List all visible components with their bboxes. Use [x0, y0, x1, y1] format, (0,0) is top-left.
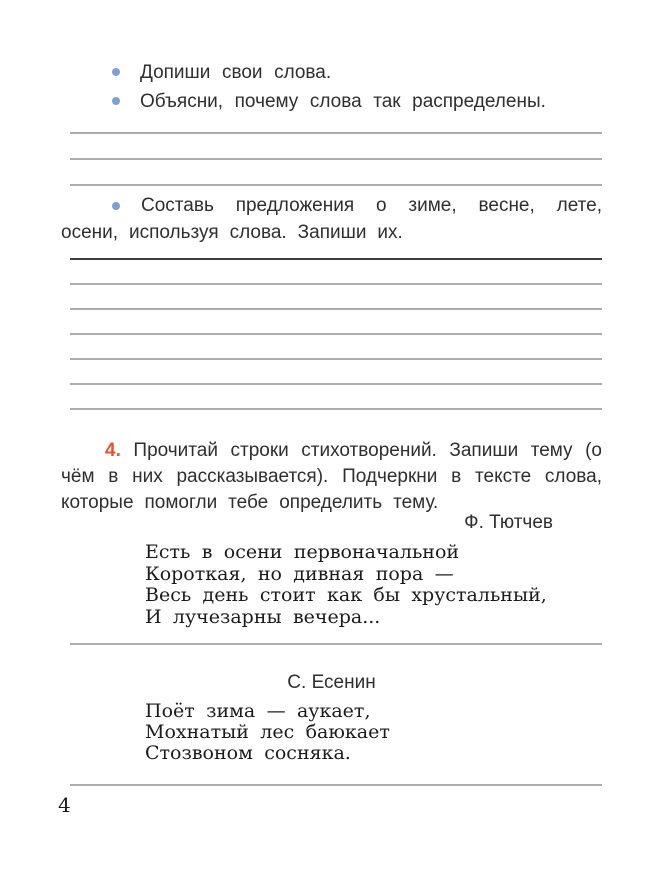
poem-line: Короткая, но дивная пора — — [145, 562, 454, 585]
poem-tyutchev — [145, 542, 547, 628]
writing-line — [70, 335, 602, 360]
poem-line: Весь день стоит как бы хрустальный, — [145, 584, 547, 606]
exercise-text: Прочитай строки стихотворений. Запиши тему (о чём в них рассказывается). Подчеркни в тексте слова, которые помогли тебе определить тему. — [61, 440, 602, 513]
task-text: Составь предложения о зиме, весне, лете, осени, используя слова. Запиши их. — [61, 195, 602, 243]
separator-line — [70, 643, 602, 645]
writing-line — [70, 108, 602, 134]
poem-author-esenin: С. Есенин — [287, 672, 376, 693]
writing-line — [70, 160, 602, 186]
separator-line — [70, 784, 602, 786]
poem-line: Есть в осени первоначальной — [145, 541, 460, 563]
writing-line — [70, 234, 602, 260]
writing-line — [70, 360, 602, 385]
bullet-icon — [112, 68, 120, 76]
writing-line — [70, 310, 602, 335]
writing-lines-area-2 — [70, 234, 602, 410]
poem-line: Мохнатый лес баюкает — [145, 721, 390, 743]
writing-line — [70, 260, 602, 285]
task-item-add-words — [61, 58, 602, 87]
task-text: Объясни, почему слова так распределены. — [140, 91, 546, 112]
writing-line — [70, 134, 602, 160]
poem-esenin — [145, 701, 390, 764]
task-text: Допиши свои слова. — [140, 62, 332, 83]
poem-line: Стозвоном сосняка. — [145, 742, 351, 764]
bullet-icon — [112, 202, 120, 210]
poem-author-tyutchev: Ф. Тютчев — [464, 512, 553, 533]
poem-line: И лучезарны вечера... — [145, 605, 381, 628]
bullet-icon — [112, 97, 120, 105]
page-number: 4 — [58, 793, 71, 817]
exercise-4 — [61, 438, 602, 516]
writing-line — [70, 285, 602, 310]
writing-line — [70, 385, 602, 410]
writing-lines-area-1 — [70, 108, 602, 186]
poem-line: Поёт зима — аукает, — [145, 700, 371, 722]
exercise-number: 4. — [105, 440, 121, 461]
